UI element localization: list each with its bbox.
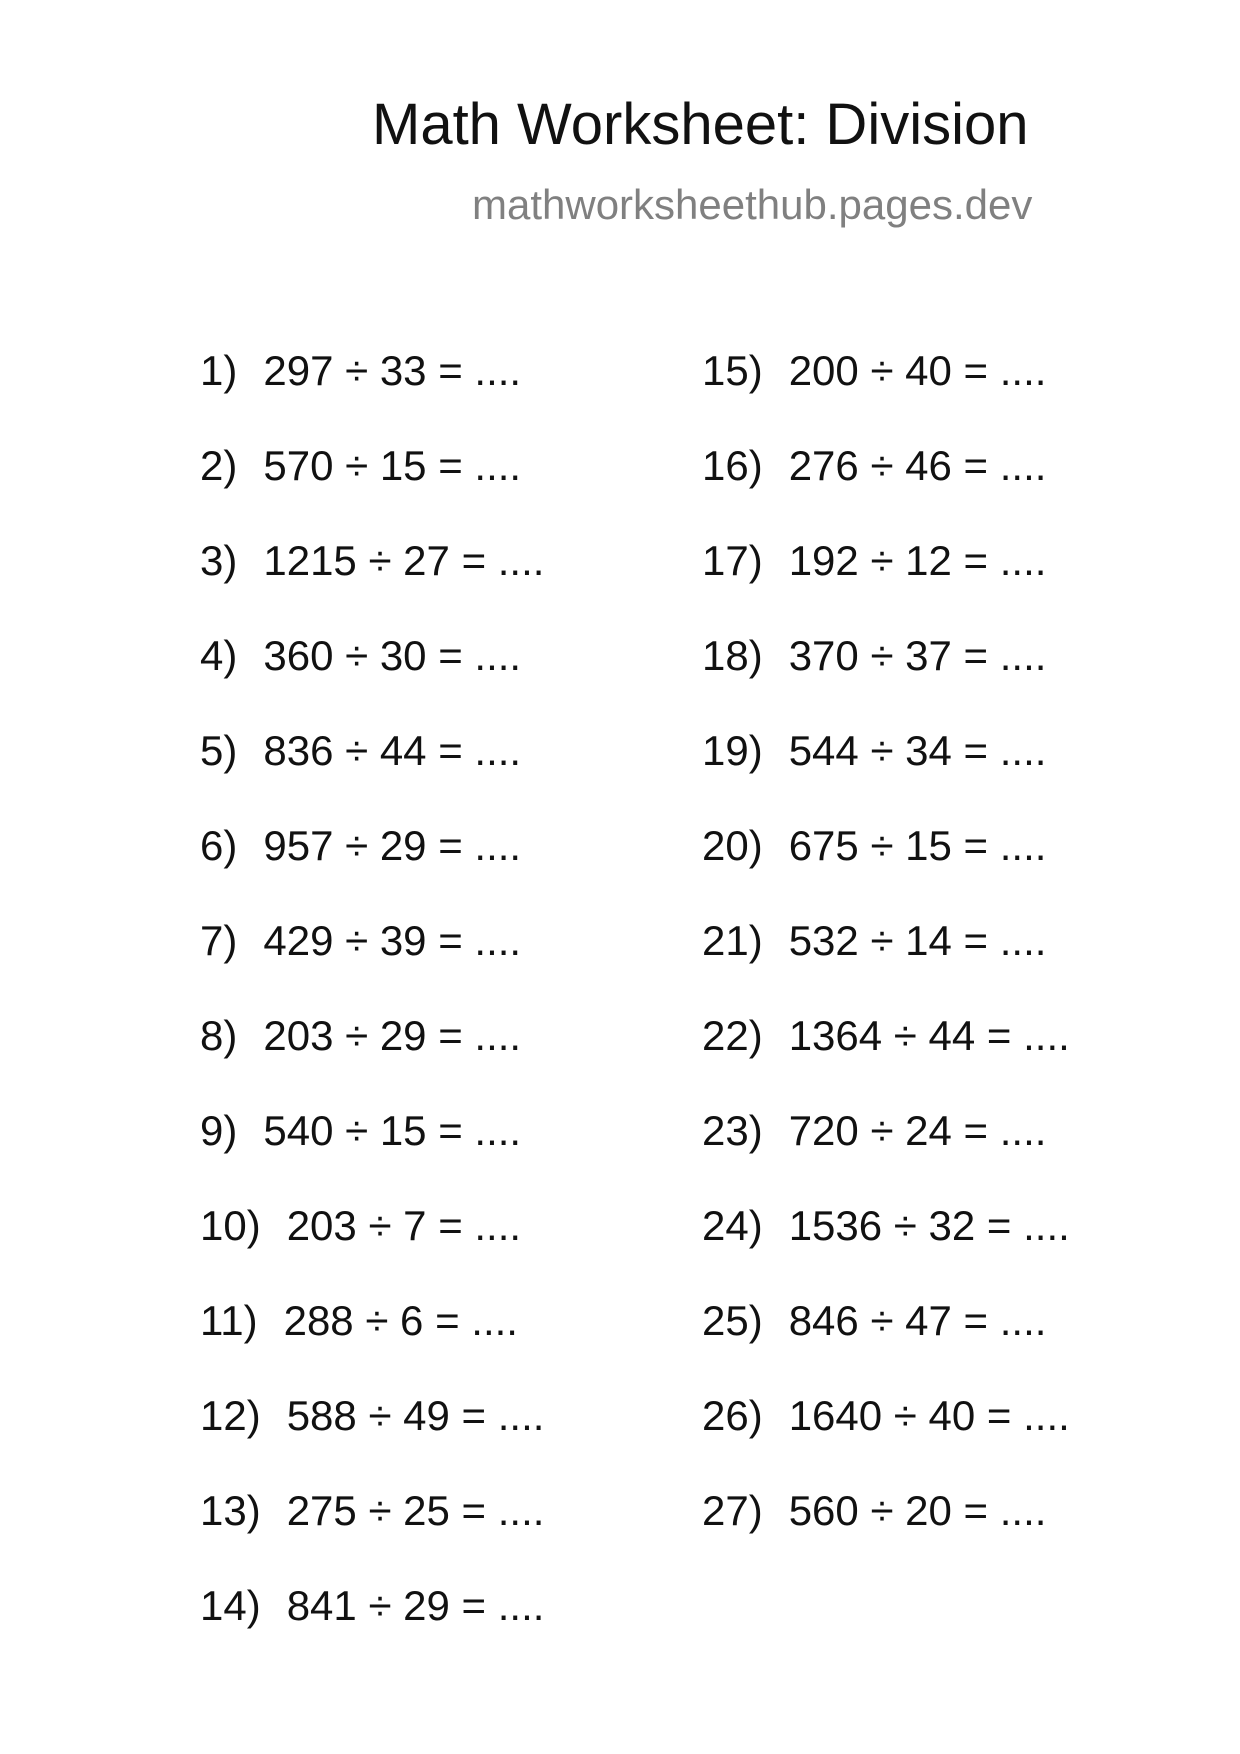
problem-number: 7)	[200, 917, 238, 964]
problem-number: 16)	[702, 442, 763, 489]
problem-expression: 957 ÷ 29 = ....	[263, 822, 522, 869]
problem-item	[702, 822, 1070, 920]
problem-item	[200, 1582, 545, 1680]
problem-number: 25)	[702, 1297, 763, 1344]
problem-expression: 203 ÷ 7 = ....	[286, 1202, 522, 1249]
problem-item	[702, 1297, 1070, 1395]
problem-expression: 560 ÷ 20 = ....	[788, 1487, 1047, 1534]
problem-expression: 720 ÷ 24 = ....	[788, 1107, 1047, 1154]
problem-expression: 192 ÷ 12 = ....	[788, 537, 1047, 584]
problem-item	[200, 727, 544, 825]
problem-number: 20)	[702, 822, 763, 869]
problem-number: 6)	[200, 822, 238, 869]
problem-item	[200, 347, 544, 445]
problem-item	[702, 537, 1070, 635]
problem-number: 27)	[702, 1487, 763, 1534]
problem-number: 8)	[200, 1012, 238, 1059]
problem-column-left	[200, 347, 545, 1680]
problem-number: 3)	[200, 537, 238, 584]
problem-expression: 588 ÷ 49 = ....	[286, 1392, 545, 1439]
problem-number: 1)	[200, 347, 238, 394]
problem-expression: 200 ÷ 40 = ....	[788, 347, 1047, 394]
problem-number: 9)	[200, 1107, 238, 1154]
problem-item	[200, 1297, 544, 1395]
problem-expression: 1536 ÷ 32 = ....	[788, 1202, 1070, 1249]
problem-expression: 276 ÷ 46 = ....	[788, 442, 1047, 489]
page-subtitle: mathworksheethub.pages.dev	[472, 181, 1033, 228]
problem-number: 10)	[200, 1202, 261, 1249]
problem-expression: 275 ÷ 25 = ....	[286, 1487, 545, 1534]
problem-number: 19)	[702, 727, 763, 774]
problem-item	[200, 632, 544, 730]
problem-item	[702, 1487, 1070, 1585]
problem-number: 15)	[702, 347, 763, 394]
problem-number: 13)	[200, 1487, 261, 1534]
problem-number: 24)	[702, 1202, 763, 1249]
problem-item	[200, 822, 544, 920]
problem-number: 5)	[200, 727, 238, 774]
problem-expression: 288 ÷ 6 = ....	[283, 1297, 518, 1344]
problem-item	[200, 442, 544, 540]
problem-item	[702, 632, 1070, 730]
problem-number: 17)	[702, 537, 763, 584]
problem-expression: 544 ÷ 34 = ....	[788, 727, 1047, 774]
problem-expression: 540 ÷ 15 = ....	[263, 1107, 522, 1154]
problem-item	[200, 1392, 545, 1490]
problem-expression: 675 ÷ 15 = ....	[788, 822, 1047, 869]
problem-expression: 1364 ÷ 44 = ....	[788, 1012, 1070, 1059]
problem-number: 2)	[200, 442, 238, 489]
problem-number: 22)	[702, 1012, 763, 1059]
problem-item	[200, 1487, 545, 1585]
problem-item	[702, 1392, 1070, 1490]
problem-number: 4)	[200, 632, 238, 679]
problem-item	[702, 1012, 1070, 1110]
problem-expression: 360 ÷ 30 = ....	[263, 632, 522, 679]
page-title: Math Worksheet: Division	[372, 92, 1029, 157]
problem-expression: 1215 ÷ 27 = ....	[263, 537, 545, 584]
problem-expression: 1640 ÷ 40 = ....	[788, 1392, 1070, 1439]
problem-number: 26)	[702, 1392, 763, 1439]
problem-item	[702, 917, 1070, 1015]
problem-column-right	[702, 347, 1070, 1585]
problem-item	[200, 1107, 544, 1205]
problem-number: 11)	[200, 1297, 258, 1344]
problem-item	[200, 917, 544, 1015]
problem-item	[702, 1107, 1070, 1205]
problem-expression: 846 ÷ 47 = ....	[788, 1297, 1047, 1344]
problem-expression: 836 ÷ 44 = ....	[263, 727, 522, 774]
problem-item	[702, 1202, 1070, 1300]
problem-expression: 203 ÷ 29 = ....	[263, 1012, 522, 1059]
problem-expression: 841 ÷ 29 = ....	[286, 1582, 545, 1629]
problem-item	[702, 347, 1070, 445]
problem-item	[200, 537, 545, 635]
problem-expression: 532 ÷ 14 = ....	[788, 917, 1047, 964]
problem-number: 14)	[200, 1582, 261, 1629]
problem-number: 18)	[702, 632, 763, 679]
problem-item	[702, 727, 1070, 825]
problem-expression: 429 ÷ 39 = ....	[263, 917, 522, 964]
problem-item	[200, 1202, 544, 1300]
problem-expression: 570 ÷ 15 = ....	[263, 442, 522, 489]
problem-number: 23)	[702, 1107, 763, 1154]
problem-number: 12)	[200, 1392, 261, 1439]
problem-item	[702, 442, 1070, 540]
problem-item	[200, 1012, 544, 1110]
problem-number: 21)	[702, 917, 763, 964]
problem-expression: 297 ÷ 33 = ....	[263, 347, 522, 394]
problem-expression: 370 ÷ 37 = ....	[788, 632, 1047, 679]
